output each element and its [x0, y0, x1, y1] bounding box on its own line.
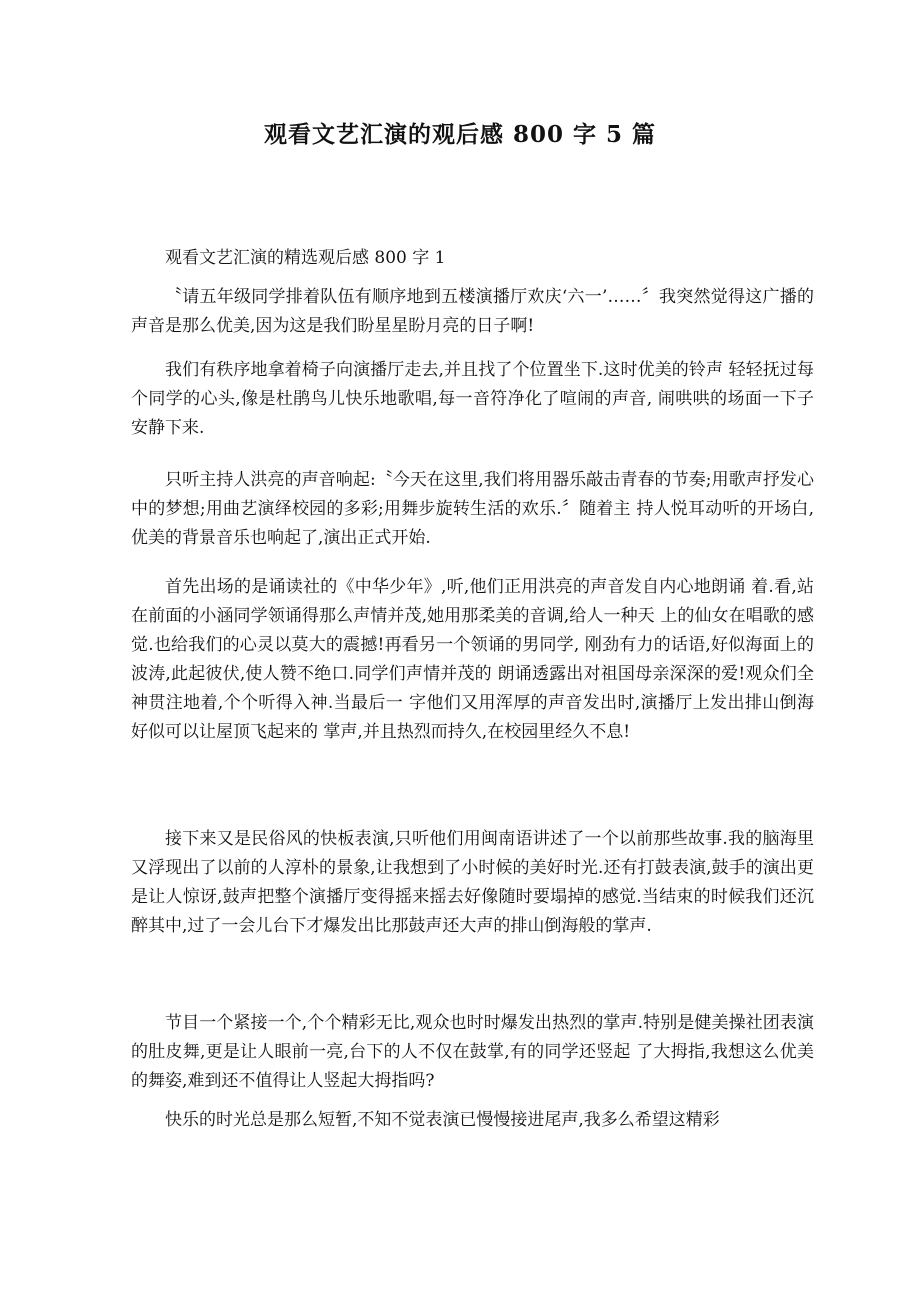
- section-subtitle: 观看文艺汇演的精选观后感 800 字 1: [165, 248, 446, 268]
- paragraph-7: 快乐的时光总是那么短暂,不知不觉表演已慢慢接进尾声,我多么希望这精彩: [165, 1110, 720, 1130]
- paragraph-1: 〝请五年级同学排着队伍有顺序地到五楼演播厅欢庆‘六一’……〞我突然觉得这广播的声音是那么优美,因为这是我们盼星星盼月亮的日子啊!: [131, 287, 814, 336]
- document-title: 观看文艺汇演的观后感 800 字 5 篇: [263, 121, 657, 148]
- paragraph-4: 首先出场的是诵读社的《中华少年》,听,他们正用洪亮的声音发自内心地朗诵 着.看,站在前面的小涵同学领诵得那么声情并茂,她用那柔美的音调,给人一种天 上的仙女在唱歌的感觉.也给我们的心灵以莫大的震撼!再看另一个领诵的男同学, 刚劲有力的话语,好似海面上的波涛,此起彼伏,使人赞不绝口.同学们声情并茂的 朗诵透露出对祖国母亲深深的爱!观众们全神贯注地着,个个听得入神.当最后一 字他们又用浑厚的声音发出时,演播厅上发出排山倒海好似可以让屋顶飞起来的 掌声,并且热烈而持久,在校园里经久不息!: [131, 577, 814, 742]
- paragraph-3: 只听主持人洪亮的声音响起:〝今天在这里,我们将用器乐敲击青春的节奏;用歌声抒发心中的梦想;用曲艺演绎校园的多彩;用舞步旋转生活的欢乐.〞随着主 持人悦耳动听的开场白,优美的背景音乐也响起了,演出正式开始.: [131, 470, 814, 548]
- paragraph-6: 节目一个紧接一个,个个精彩无比,观众也时时爆发出热烈的掌声.特别是健美操社团表演的肚皮舞,更是让人眼前一亮,台下的人不仅在鼓掌,有的同学还竖起 了大拇指,我想这么优美的舞姿,难到还不值得让人竖起大拇指吗?: [131, 1013, 814, 1091]
- paragraph-5: 接下来又是民俗风的快板表演,只听他们用闽南语讲述了一个以前那些故事.我的脑海里又浮现出了以前的人淳朴的景象,让我想到了小时候的美好时光.还有打鼓表演,鼓手的演出更是让人惊讶,鼓声把整个演播厅变得摇来摇去好像随时要塌掉的感觉.当结束的时候我们还沉醉其中,过了一会儿台下才爆发出比那鼓声还大声的排山倒海般的掌声.: [131, 829, 814, 936]
- paragraph-2: 我们有秩序地拿着椅子向演播厅走去,并且找了个位置坐下.这时优美的铃声 轻轻抚过每个同学的心头,像是杜鹃鸟儿快乐地歌唱,每一音符净化了喧闹的声音, 闹哄哄的场面一下子安静下来.: [131, 360, 814, 438]
